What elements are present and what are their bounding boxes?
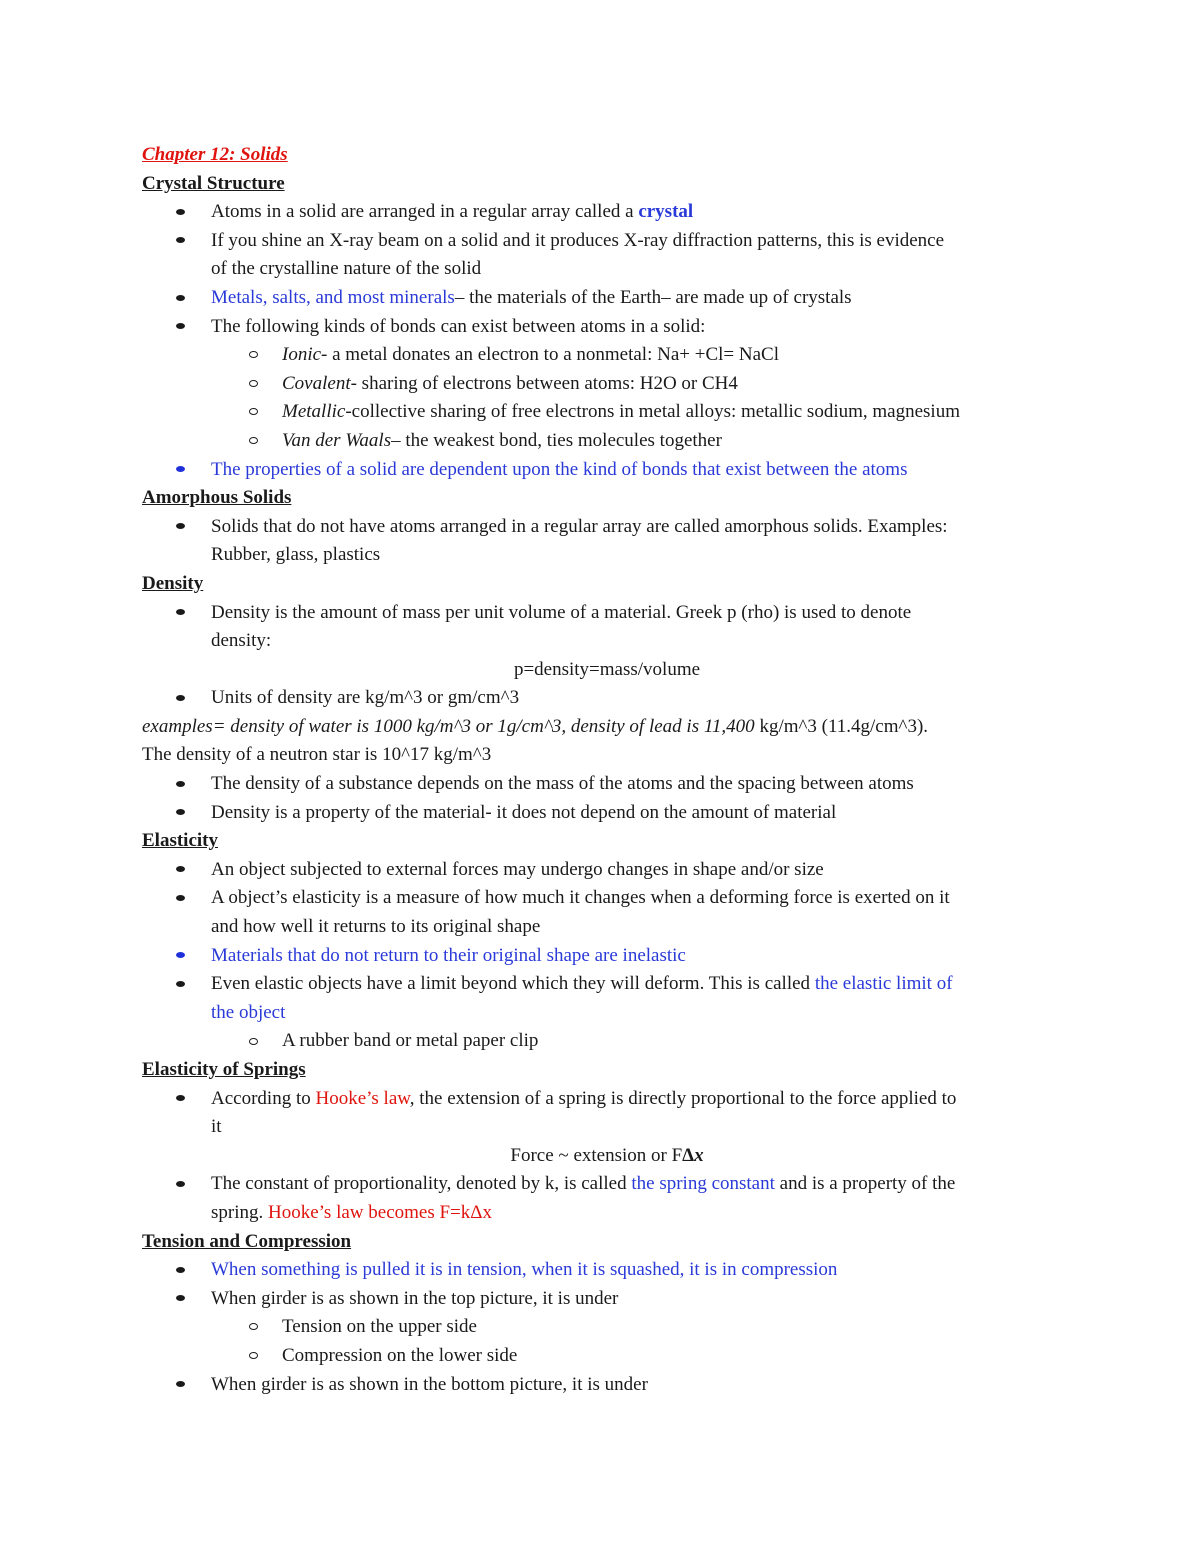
list-item: The following kinds of bonds can exist between atoms in a solid:: [142, 313, 1072, 342]
circle-bullet-icon: [249, 408, 258, 415]
keyword-crystal: crystal: [638, 201, 694, 223]
list-item-continuation: and how well it returns to its original shape: [211, 916, 541, 938]
bullet-icon: [176, 952, 185, 958]
sub-list-item-van-der-waals: Van der Waals– the weakest bond, ties molecules together: [142, 427, 1072, 456]
circle-bullet-icon: [249, 351, 258, 358]
list-item: Solids that do not have atoms arranged in a regular array are called amorphous solids. Examples:: [142, 513, 1072, 542]
bullet-icon: [176, 1095, 185, 1101]
bullet-icon: [176, 1295, 185, 1301]
list-item-continuation: of the crystalline nature of the solid: [211, 258, 482, 280]
heading-elasticity: Elasticity: [142, 830, 218, 852]
chapter-title: Chapter 12: Solids: [142, 144, 288, 165]
density-examples-continuation: The density of a neutron star is 10^17 kg/m^3: [142, 744, 492, 766]
notes-body: [142, 141, 1072, 1399]
heading-amorphous-solids: Amorphous Solids: [142, 487, 292, 509]
list-item: If you shine an X-ray beam on a solid and it produces X-ray diffraction patterns, this is evidence: [142, 227, 1072, 256]
list-item-continuation: spring. Hooke’s law becomes F=kΔx: [211, 1201, 492, 1223]
list-item: Atoms in a solid are arranged in a regular array called a crystal: [142, 198, 1072, 227]
circle-bullet-icon: [249, 1323, 258, 1330]
bullet-icon: [176, 609, 185, 615]
bullet-icon: [176, 781, 185, 787]
circle-bullet-icon: [249, 1352, 258, 1359]
list-item: According to Hooke’s law, the extension of a spring is directly proportional to the force applied to: [142, 1085, 1072, 1114]
bullet-icon: [176, 1267, 185, 1273]
list-item: The constant of proportionality, denoted by k, is called the spring constant and is a property of the: [142, 1170, 1072, 1199]
bullet-icon: [176, 323, 185, 329]
list-item: The properties of a solid are dependent upon the kind of bonds that exist between the atoms: [142, 456, 1072, 485]
sub-list-item-ionic: Ionic- a metal donates an electron to a nonmetal: Na+ +Cl= NaCl: [142, 341, 1072, 370]
sub-list-item: Compression on the lower side: [142, 1342, 1072, 1371]
heading-crystal-structure: Crystal Structure: [142, 172, 285, 194]
bullet-icon: [176, 466, 185, 472]
sub-list-item: A rubber band or metal paper clip: [142, 1027, 1072, 1056]
circle-bullet-icon: [249, 380, 258, 387]
bullet-icon: [176, 809, 185, 815]
density-formula: p=density=mass/volume: [513, 658, 701, 680]
list-item-continuation: the object: [211, 1001, 286, 1023]
list-item: Even elastic objects have a limit beyond which they will deform. This is called the elastic limit of: [142, 970, 1072, 999]
bullet-icon: [176, 695, 185, 701]
sub-list-item-covalent: Covalent- sharing of electrons between atoms: H2O or CH4: [142, 370, 1072, 399]
list-item: Units of density are kg/m^3 or gm/cm^3: [142, 684, 1072, 713]
list-item-continuation: it: [211, 1116, 222, 1138]
heading-density: Density: [142, 572, 204, 594]
heading-tension-and-compression: Tension and Compression: [142, 1230, 352, 1252]
hookes-law-formula: Force ~ extension or FΔx: [510, 1144, 704, 1166]
circle-bullet-icon: [249, 1038, 258, 1045]
bullet-icon: [176, 237, 185, 243]
circle-bullet-icon: [249, 437, 258, 444]
list-item: The density of a substance depends on the mass of the atoms and the spacing between atoms: [142, 770, 1072, 799]
bullet-icon: [176, 209, 185, 215]
list-item: Density is a property of the material- it does not depend on the amount of material: [142, 799, 1072, 828]
bullet-icon: [176, 895, 185, 901]
list-item: Metals, salts, and most minerals– the materials of the Earth– are made up of crystals: [142, 284, 1072, 313]
list-item-continuation: density:: [211, 630, 272, 652]
sub-list-item: Tension on the upper side: [142, 1313, 1072, 1342]
list-item: When something is pulled it is in tension, when it is squashed, it is in compression: [142, 1256, 1072, 1285]
list-item: When girder is as shown in the bottom picture, it is under: [142, 1371, 1072, 1400]
list-item: When girder is as shown in the top picture, it is under: [142, 1285, 1072, 1314]
sub-list-item-metallic: Metallic-collective sharing of free electrons in metal alloys: metallic sodium, magnesium: [142, 398, 1072, 427]
list-item: Materials that do not return to their original shape are inelastic: [142, 942, 1072, 971]
density-examples: examples= density of water is 1000 kg/m^3 or 1g/cm^3, density of lead is 11,400 kg/m^3 (11.4g/cm^3).: [142, 715, 929, 737]
bullet-icon: [176, 523, 185, 529]
bullet-icon: [176, 1181, 185, 1187]
bullet-icon: [176, 295, 185, 301]
bullet-icon: [176, 981, 185, 987]
list-item: Density is the amount of mass per unit volume of a material. Greek p (rho) is used to denote: [142, 599, 1072, 628]
list-item: A object’s elasticity is a measure of how much it changes when a deforming force is exerted on it: [142, 884, 1072, 913]
bullet-icon: [176, 866, 185, 872]
list-item: An object subjected to external forces may undergo changes in shape and/or size: [142, 856, 1072, 885]
bullet-icon: [176, 1381, 185, 1387]
list-item-continuation: Rubber, glass, plastics: [211, 544, 381, 566]
heading-elasticity-of-springs: Elasticity of Springs: [142, 1059, 306, 1080]
